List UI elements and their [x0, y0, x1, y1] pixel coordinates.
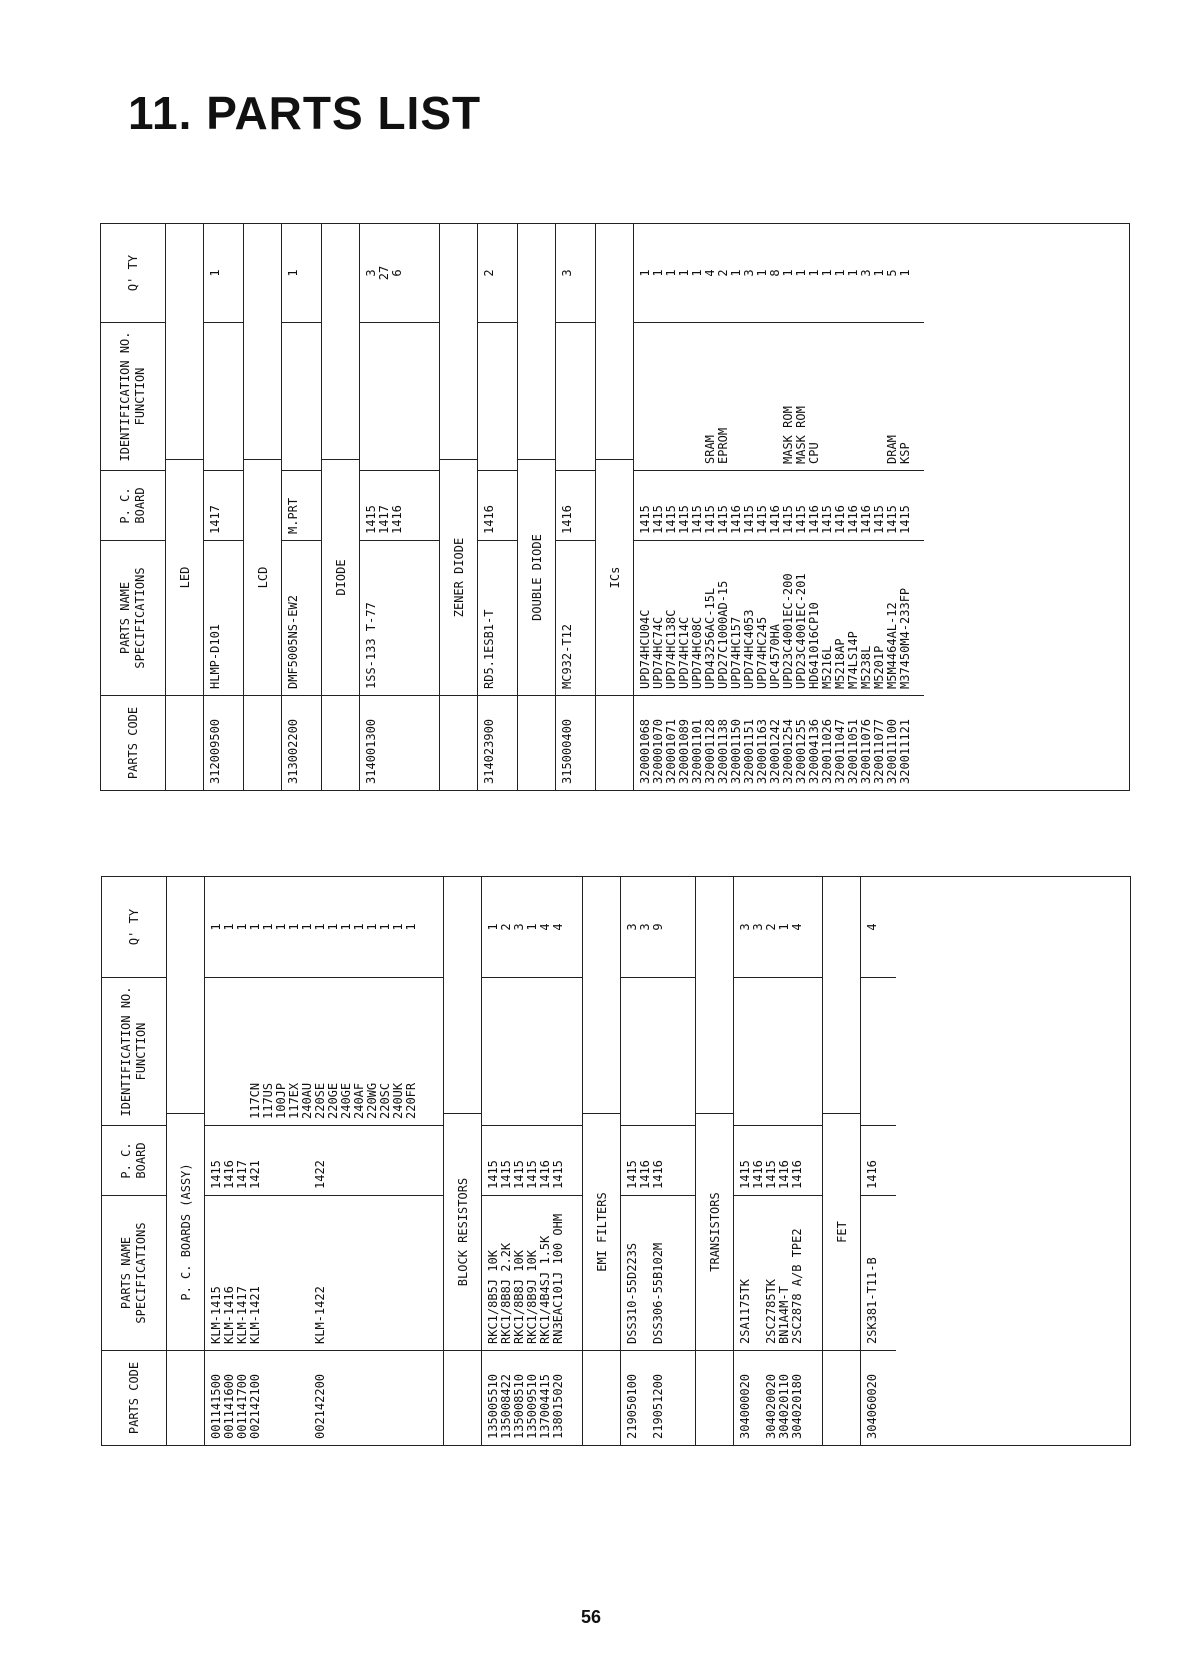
- section-zener-diode: ZENER DIODE: [440, 224, 478, 790]
- parts-name-cell: RKC1/8B5J 10K RKC1/8B8J 2.2K RKC1/8B8J 10K RKC1/8B9J 10K RKC1/4B4SJ 1.5K RN3EAC101J 100 OHM: [482, 1195, 582, 1350]
- parts-table-lower: [101, 876, 1131, 1446]
- section-ics: ICs: [596, 224, 634, 790]
- section-led: LED: [166, 224, 204, 790]
- qty-cell: 1: [286, 269, 300, 277]
- parts-code-cell: 314001300: [360, 695, 439, 790]
- header-identification: IDENTIFICATION NO. FUNCTION: [101, 322, 165, 470]
- pc-board-cell: 1415 1415 1415 1415 1415 1415 1415 1416 1415 1415 1416 1415 1415 1416 1415 1416 1416 1416 1415 1415 1415: [634, 470, 924, 540]
- parts-table-upper: [100, 223, 1130, 791]
- parts-name-cell: 2SA1175TK 2SC2785TK BN1A4M-T 2SC2878 A/B TPE2: [734, 1195, 822, 1350]
- parts-code-cell: 135005510 135008422 135008510 135009510 137004415 138015020: [482, 1350, 582, 1445]
- identification-cell: 117CN 117US 100JP 117EX 240AU 220SE 220GE 240GE 240AF 220WG 220SC 240UK 220FR: [205, 977, 443, 1125]
- qty-cell: 2: [482, 269, 496, 277]
- qty-cell: 3 27 6: [364, 265, 404, 281]
- header-qty: Q' TY: [125, 254, 140, 292]
- identification-cell: [282, 322, 321, 470]
- table-row: [734, 877, 823, 1445]
- page-number: 56: [580, 1607, 602, 1627]
- pc-board-cell: 1416: [556, 470, 595, 540]
- table-row: [861, 877, 896, 1445]
- parts-name-cell: HLMP-D101: [204, 540, 243, 695]
- section-transistors: TRANSISTORS: [696, 877, 734, 1445]
- qty-cell: 1 2 3 1 4 4: [486, 923, 565, 931]
- qty-cell: 3 3 9: [625, 923, 665, 931]
- qty-cell: 1 1 1 1 1 1 1 1 1 1 1 1 1 1 1 1: [209, 923, 418, 931]
- pc-board-cell: 1415 1416 1416: [621, 1125, 695, 1195]
- table-row: [282, 224, 322, 790]
- header-qty: Q' TY: [126, 908, 141, 946]
- section-fet: FET: [823, 877, 861, 1445]
- identification-cell: [861, 977, 896, 1125]
- parts-code-cell: 313002200: [282, 695, 321, 790]
- parts-code-cell: 001141500 001141600 001141700 002142100 002142200: [205, 1350, 443, 1445]
- pc-board-cell: 1415 1416 1417 1421 1422: [205, 1125, 443, 1195]
- identification-cell: [204, 322, 243, 470]
- header-identification: IDENTIFICATION NO. FUNCTION: [102, 977, 166, 1125]
- table-row: [205, 877, 444, 1445]
- table-row: [360, 224, 440, 790]
- section-diode: DIODE: [322, 224, 360, 790]
- parts-name-cell: UPD74HCU04C UPD74HC74C UPD74HC138C UPD74HC14C UPD74HC08C UPD43256AC-15L UPD27C1000AD-15 UPD74HC157 UPD74HC4053 UPD74HC245 UPC4570HA UPD23C4001EC-200 UPD23C4001EC-201 HD641016CP10 M5216L M5218AP M74LS14P M5238L M5201P M5M4464AL-12 M37450M4-233FP: [634, 540, 924, 695]
- parts-name-cell: RD5.1ESB1-T: [478, 540, 517, 695]
- pc-board-cell: 1417: [204, 470, 243, 540]
- identification-cell: SRAM EPROM MASK ROM MASK ROM CPU DRAM KSP: [634, 322, 924, 470]
- parts-code-cell: 314023900: [478, 695, 517, 790]
- table-row: [478, 224, 518, 790]
- section-double-diode: DOUBLE DIODE: [518, 224, 556, 790]
- section-block-resistors: BLOCK RESISTORS: [444, 877, 482, 1445]
- table-row: [556, 224, 596, 790]
- table-header: [102, 877, 167, 1445]
- parts-name-cell: KLM-1415 KLM-1416 KLM-1417 KLM-1421 KLM-1422: [205, 1195, 443, 1350]
- parts-code-cell: 320001068 320001070 320001071 320001089 320001101 320001128 320001138 320001150 320001151 320001163 320001242 320001254 320001255 320004136 320011026 320011047 320011051 320011076 320011077 320011100 320011121: [634, 695, 924, 790]
- section-emi-filters: EMI FILTERS: [583, 877, 621, 1445]
- qty-cell: 4: [865, 923, 879, 931]
- header-pc-board: P. C. BOARD: [101, 470, 165, 540]
- table-row: [482, 877, 583, 1445]
- qty-cell: 3: [560, 269, 574, 277]
- parts-code-cell: 315000400: [556, 695, 595, 790]
- pc-board-cell: 1416: [861, 1125, 896, 1195]
- parts-code-cell: 304000020 304020020 304020110 304020180: [734, 1350, 822, 1445]
- parts-name-cell: DMF5005NS-EW2: [282, 540, 321, 695]
- parts-name-cell: DSS310-55D223S DSS306-55B102M: [621, 1195, 695, 1350]
- pc-board-cell: 1415 1415 1415 1415 1416 1415: [482, 1125, 582, 1195]
- identification-cell: [360, 322, 439, 470]
- header-parts-name: PARTS NAME SPECIFICATIONS: [101, 540, 165, 695]
- table-row: [204, 224, 244, 790]
- parts-name-cell: MC932-T12: [556, 540, 595, 695]
- pc-board-cell: 1415 1417 1416: [360, 470, 439, 540]
- parts-name-cell: 1SS-133 T-77: [360, 540, 439, 695]
- parts-code-cell: 219050100 219051200: [621, 1350, 695, 1445]
- identification-cell: [478, 322, 517, 470]
- table-row: [634, 224, 924, 790]
- identification-cell: [556, 322, 595, 470]
- pc-board-cell: 1416: [478, 470, 517, 540]
- identification-cell: [621, 977, 695, 1125]
- pc-board-cell: M.PRT: [282, 470, 321, 540]
- identification-cell: [482, 977, 582, 1125]
- qty-cell: 1 1 1 1 1 4 2 1 3 1 8 1 1 1 1 1 1 3 1 5 1: [638, 269, 912, 277]
- identification-cell: [734, 977, 822, 1125]
- parts-code-cell: 312009500: [204, 695, 243, 790]
- section-lcd: LCD: [244, 224, 282, 790]
- qty-cell: 3 3 2 1 4: [738, 923, 804, 931]
- pc-board-cell: 1415 1416 1415 1416 1416: [734, 1125, 822, 1195]
- header-parts-name: PARTS NAME SPECIFICATIONS: [102, 1195, 166, 1350]
- qty-cell: 1: [208, 269, 222, 277]
- table-header: [101, 224, 166, 790]
- parts-code-cell: 304060020: [861, 1350, 896, 1445]
- table-row: [621, 877, 696, 1445]
- header-parts-code: PARTS CODE: [101, 695, 165, 790]
- page-title: 11. PARTS LIST: [128, 87, 482, 139]
- header-pc-board: P. C. BOARD: [102, 1125, 166, 1195]
- parts-name-cell: 2SK381-T11-B: [861, 1195, 896, 1350]
- section-pc-boards: P. C. BOARDS (ASSY): [167, 877, 205, 1445]
- header-parts-code: PARTS CODE: [102, 1350, 166, 1445]
